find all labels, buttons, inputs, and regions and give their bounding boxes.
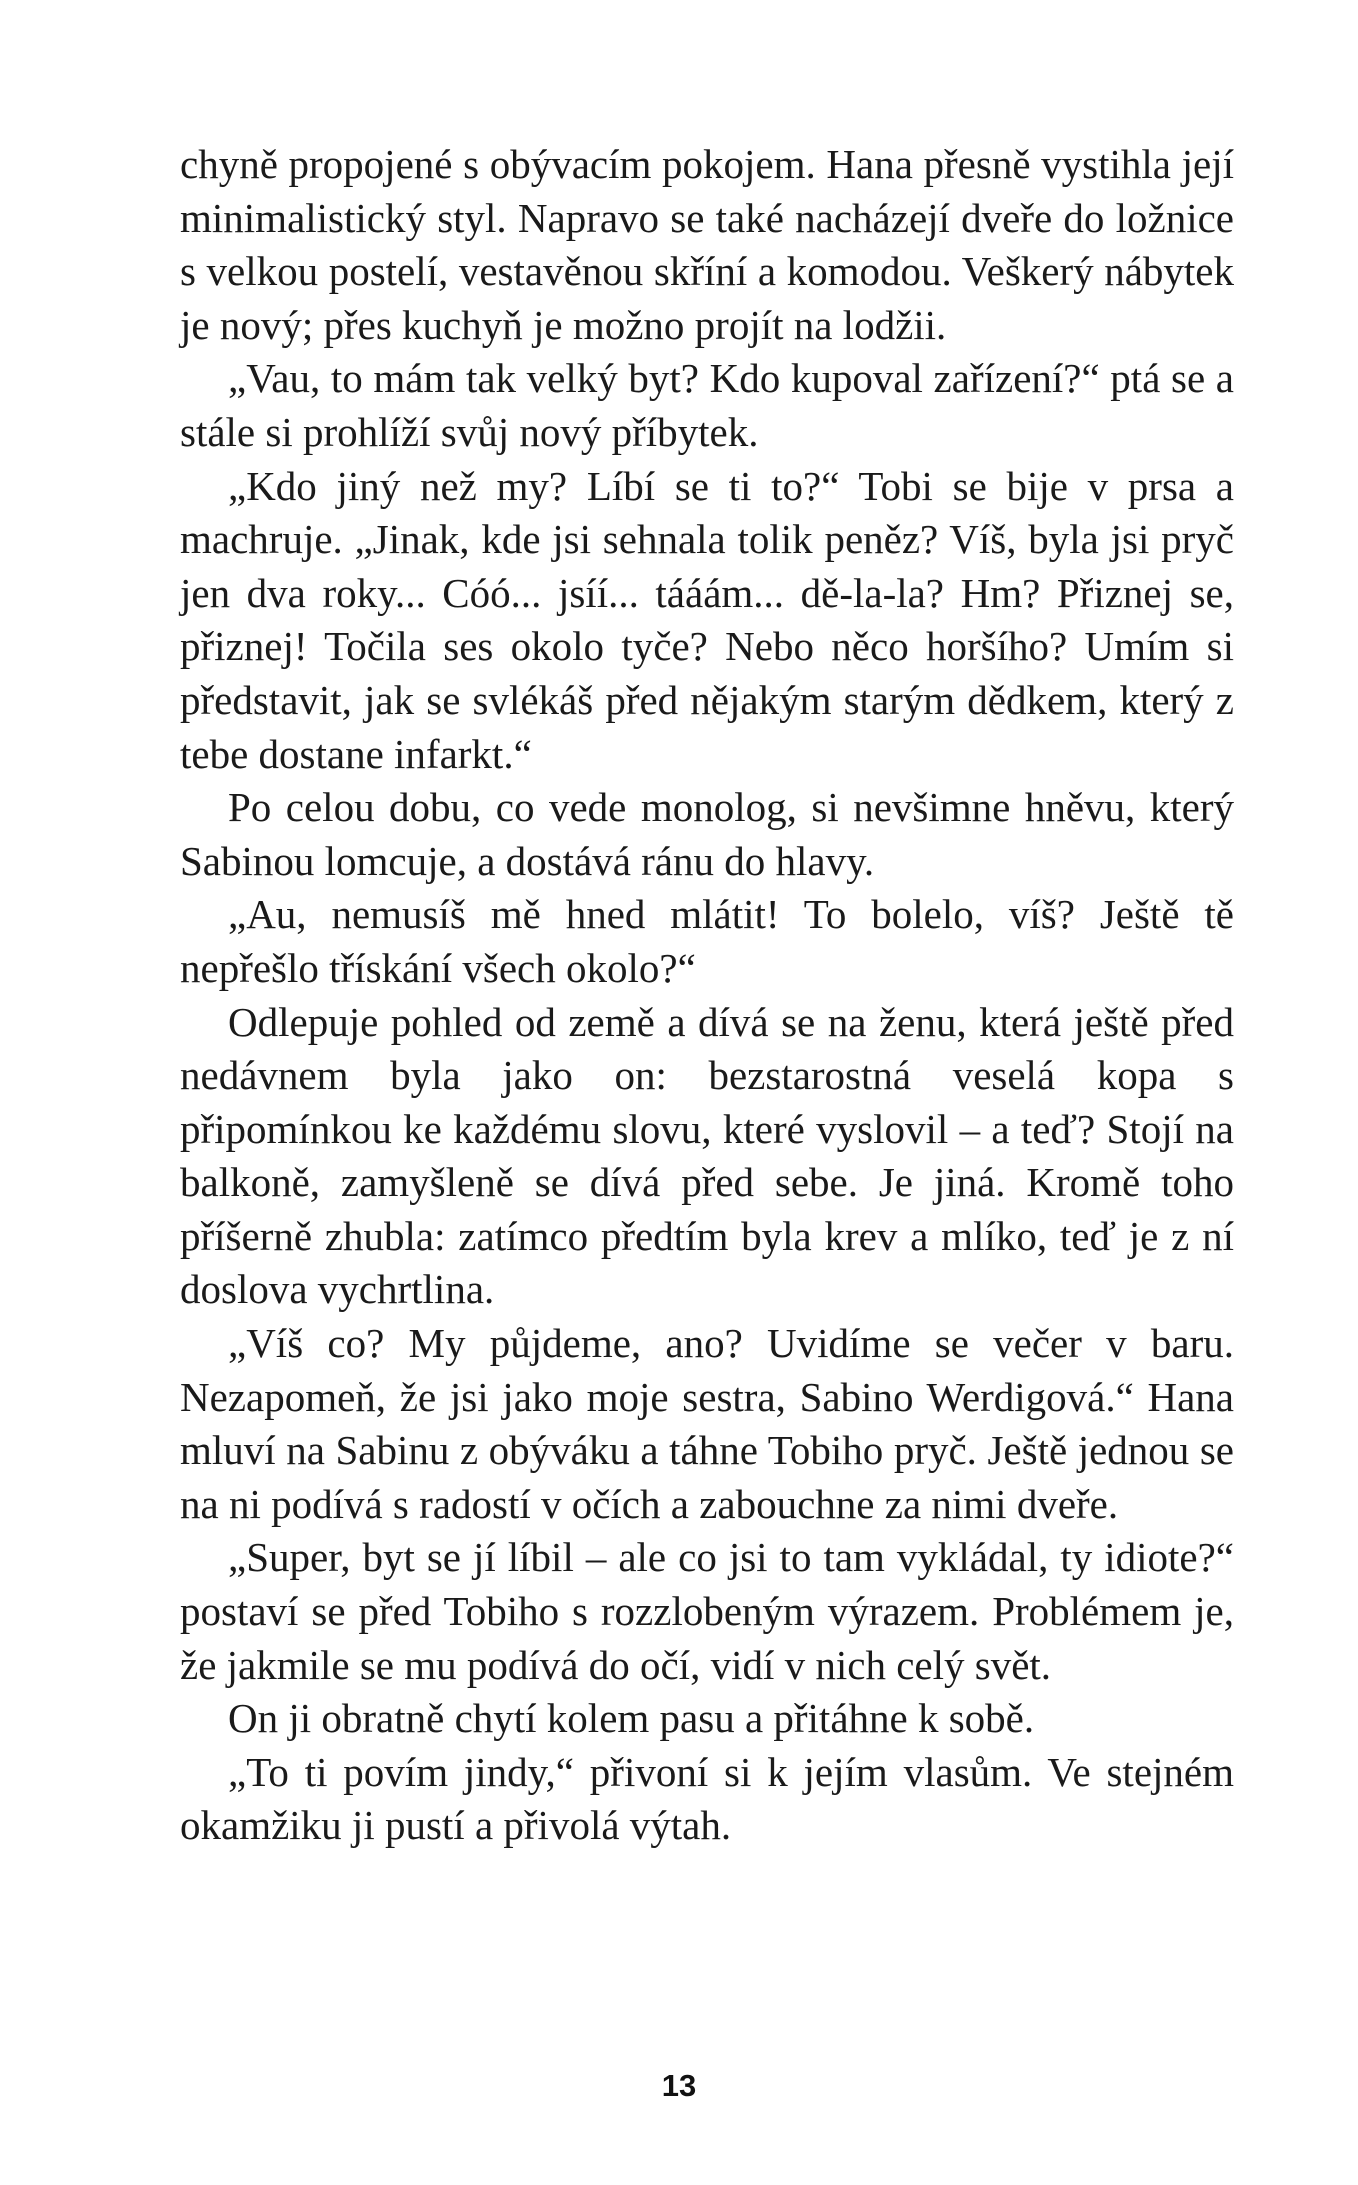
paragraph: Odlepuje pohled od země a dívá se na ženu, která ještě před nedávnem byla jako on: bezstarostná veselá kopa s připomínkou ke každému slovu, které vyslovil – a teď? Stojí na balkoně, zamyšleně se dívá před sebe. Je jiná. Kromě toho příšerně zhubla: zatímco předtím byla krev a mlíko, teď je z ní doslova vychrtlina. — [180, 998, 1234, 1313]
paragraph: „To ti povím jindy,“ přivoní si k jejím vlasům. Ve stejném okamžiku ji pustí a přivolá výtah. — [180, 1748, 1234, 1849]
paragraph: „Kdo jiný než my? Líbí se ti to?“ Tobi se bije v prsa a machruje. „Jinak, kde jsi sehnala tolik peněz? Víš, byla jsi pryč jen dva roky... Cóó... jsíí... tááám... dě-la-la? Hm? Přiznej se, přiznej! Točila ses okolo tyče? Nebo něco horšího? Umím si představit, jak se svlékáš před nějakým starým dědkem, který z tebe dostane infarkt.“ — [180, 462, 1234, 777]
page-number: 13 — [661, 2068, 697, 2103]
body-text — [180, 138, 1234, 1853]
paragraph: „Víš co? My půjdeme, ano? Uvidíme se večer v baru. Nezapomeň, že jsi jako moje sestra, Sabino Werdigová.“ Hana mluví na Sabinu z obýváku a táhne Tobiho pryč. Ještě jednou se na ni podívá s radostí v očích a zabouchne za nimi dveře. — [180, 1320, 1234, 1527]
paragraph: On ji obratně chytí kolem pasu a přitáhne k sobě. — [228, 1695, 1035, 1742]
paragraph: chyně propojené s obývacím pokojem. Hana přesně vystihla její minimalistický styl. Napravo se také nacházejí dveře do ložnice s velkou postelí, vestavěnou skříní a komodou. Veškerý nábytek je nový; přes kuchyň je možno projít na lodžii. — [180, 141, 1234, 348]
paragraph: „Au, nemusíš mě hned mlátit! To bolelo, víš? Ještě tě nepřešlo třískání všech okolo?“ — [180, 891, 1234, 991]
paragraph: „Vau, to mám tak velký byt? Kdo kupoval zařízení?“ ptá se a stále si prohlíží svůj nový příbytek. — [180, 355, 1234, 455]
paragraph: Po celou dobu, co vede monolog, si nevšimne hněvu, který Sabinou lomcuje, a dostává ránu do hlavy. — [180, 784, 1234, 884]
paragraph: „Super, byt se jí líbil – ale co jsi to tam vykládal, ty idiote?“ postaví se před Tobiho s rozzlobeným výrazem. Problémem je, že jakmile se mu podívá do očí, vidí v nich celý svět. — [180, 1534, 1234, 1688]
